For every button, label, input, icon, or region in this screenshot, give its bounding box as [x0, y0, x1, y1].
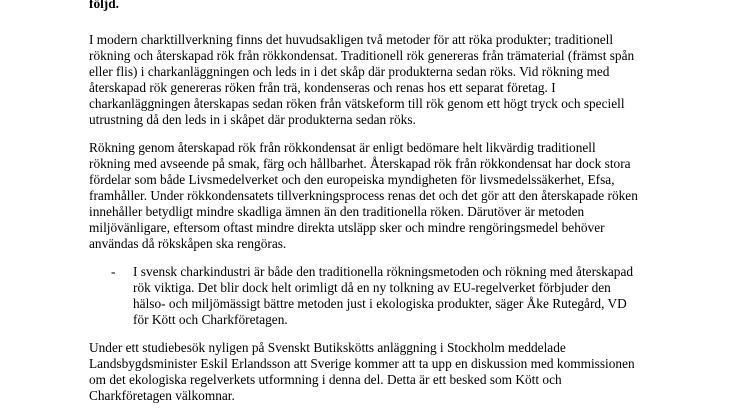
paragraph-line: rökning och återskapad rök från rökkondensat. Traditionell rök genereras från trämaterial (främst spån	[89, 48, 635, 63]
paragraph-line: fördelar som både Livsmedelverket och den europeiska myndigheten för livsmedelssäkerhet, Efsa,	[89, 172, 615, 187]
paragraph-line: om det ekologiska regelverkets utformning i denna del. Detta är ett besked som Kött och	[89, 372, 562, 387]
paragraph-line: eller flis) i charkanläggningen och leds in i det skåp där produkterna sedan röks. Vid rökning med	[89, 64, 610, 79]
bullet-dash: -	[111, 264, 116, 279]
paragraph-line: framhåller. Under rökkondensatets tillverkningsprocess renas det och det gör att den återskapade röken	[89, 188, 638, 203]
paragraph-line: utrustning då den leds in i skåpet där produkterna sedan röks.	[89, 112, 416, 127]
paragraph-line: Under ett studiebesök nyligen på Svenskt Butikskötts anläggning i Stockholm meddelade	[89, 340, 566, 355]
bullet-line: hälso- och miljömässigt bättre metoden just i ekologiska produkter, säger Åke Rutegård, VD	[133, 296, 627, 311]
paragraph-line: miljövänligare, eftersom oftast mindre direkta utsläpp sker och mindre rengöringsmedel behöver	[89, 220, 605, 235]
paragraph-line: charkanläggningen återskapas sedan röken från vätskeform till rök genom ett högt tryck och speciell	[89, 96, 625, 111]
paragraph-line: innehåller betydligt mindre skadliga ämnen än den traditionella röken. Därutöver är metoden	[89, 204, 585, 219]
heading-tail: följd.	[89, 0, 119, 11]
paragraph-line: användas då rökskåpen ska rengöras.	[89, 236, 287, 251]
paragraph-line: Landsbygdsminister Eskil Erlandsson att Sverige kommer att ta upp en diskussion med kommissionen	[89, 356, 635, 371]
bullet-line: I svensk charkindustri är både den traditionella rökningsmetoden och rökning med återskapad	[133, 264, 634, 279]
paragraph-line: Rökning genom återskapad rök från rökkondensat är enligt bedömare helt likvärdig traditionell	[89, 140, 596, 155]
paragraph-line: Charkföretagen välkomnar.	[89, 388, 235, 403]
paragraph-line: rökning med avseende på smak, färg och hållbarhet. Återskapad rök från rökkondensat har dock stora	[89, 156, 631, 171]
bullet-line: rök viktiga. Det blir dock helt orimligt då en ny tolkning av EU-regelverket förbjuder den	[133, 280, 611, 295]
bullet-line: för Kött och Charkföretagen.	[133, 312, 288, 327]
paragraph-line: återskapad rök genereras röken från trä, kondenseras och renas hos ett separat företag. I	[89, 80, 556, 95]
paragraph-line: I modern charktillverkning finns det huvudsakligen två metoder för att röka produkter; traditionell	[89, 32, 614, 47]
